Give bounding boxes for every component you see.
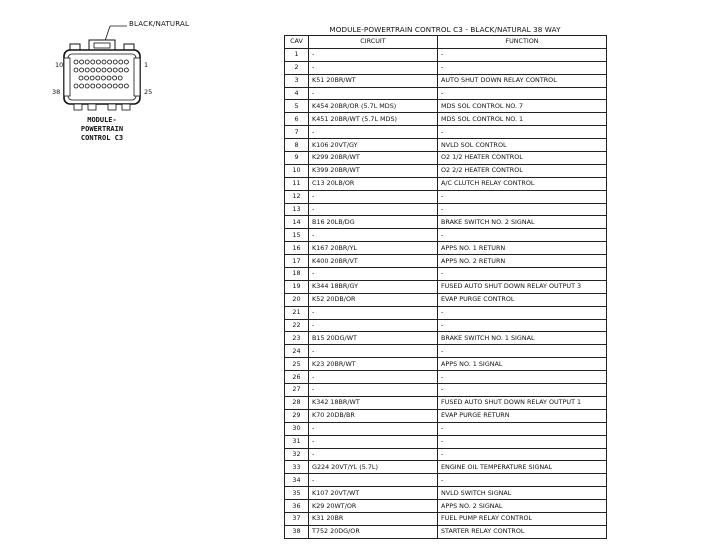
function-cell: FUSED AUTO SHUT DOWN RELAY OUTPUT 1: [438, 396, 607, 409]
table-row: [285, 293, 607, 306]
circuit-cell: -: [309, 319, 438, 332]
connector-diagram: [0, 0, 200, 160]
table-row: [285, 422, 607, 435]
table-row: [285, 474, 607, 487]
connector-pin: [102, 84, 106, 88]
table-row: [285, 100, 607, 113]
table-row: [285, 126, 607, 139]
function-cell: -: [438, 229, 607, 242]
connector-pin: [74, 68, 78, 72]
function-cell: FUSED AUTO SHUT DOWN RELAY OUTPUT 3: [438, 280, 607, 293]
circuit-cell: B15 20DG/WT: [309, 332, 438, 345]
function-cell: APPS NO. 2 SIGNAL: [438, 500, 607, 513]
cav-cell: 17: [285, 255, 309, 268]
connector-pin: [80, 60, 84, 64]
connector-pin: [119, 60, 123, 64]
circuit-cell: K52 20DB/OR: [309, 293, 438, 306]
cav-cell: 26: [285, 371, 309, 384]
table-row: [285, 319, 607, 332]
circuit-cell: K23 20BR/WT: [309, 358, 438, 371]
function-cell: -: [438, 384, 607, 397]
connector-pin: [124, 84, 128, 88]
circuit-cell: -: [309, 371, 438, 384]
connector-pin: [124, 60, 128, 64]
circuit-cell: -: [309, 126, 438, 139]
function-cell: AUTO SHUT DOWN RELAY CONTROL: [438, 74, 607, 87]
circuit-cell: -: [309, 203, 438, 216]
table-row: [285, 280, 607, 293]
header-cav: CAV: [285, 36, 309, 49]
circuit-cell: -: [309, 190, 438, 203]
cav-cell: 33: [285, 461, 309, 474]
function-cell: -: [438, 319, 607, 332]
circuit-cell: K70 20DB/BR: [309, 409, 438, 422]
function-cell: -: [438, 203, 607, 216]
connector-pin: [108, 84, 112, 88]
function-cell: EVAP PURGE RETURN: [438, 409, 607, 422]
table-row: [285, 216, 607, 229]
table-row: [285, 525, 607, 538]
connector-pin: [102, 68, 106, 72]
cav-cell: 28: [285, 396, 309, 409]
function-cell: -: [438, 268, 607, 281]
table-row: [285, 306, 607, 319]
connector-pin: [91, 84, 95, 88]
table-row: [285, 371, 607, 384]
connector-pin: [102, 60, 106, 64]
cav-cell: 20: [285, 293, 309, 306]
connector-pin: [113, 68, 117, 72]
cav-cell: 12: [285, 190, 309, 203]
connector-pin: [124, 68, 128, 72]
cav-cell: 34: [285, 474, 309, 487]
connector-pin: [80, 84, 84, 88]
function-cell: -: [438, 190, 607, 203]
circuit-cell: K454 20BR/OR (5.7L MDS): [309, 100, 438, 113]
pin-label-right-top: 1: [144, 61, 149, 69]
circuit-cell: -: [309, 422, 438, 435]
function-cell: MDS SOL CONTROL NO. 1: [438, 113, 607, 126]
connector-pin: [113, 60, 117, 64]
cav-cell: 19: [285, 280, 309, 293]
circuit-cell: K400 20BR/VT: [309, 255, 438, 268]
table-row: [285, 61, 607, 74]
function-cell: ENGINE OIL TEMPERATURE SIGNAL: [438, 461, 607, 474]
connector-pin: [113, 84, 117, 88]
cav-cell: 31: [285, 435, 309, 448]
table-row: [285, 332, 607, 345]
cav-cell: 29: [285, 409, 309, 422]
connector-color-label: BLACK/NATURAL: [129, 20, 190, 28]
connector-pin: [90, 76, 94, 80]
table-row: [285, 203, 607, 216]
function-cell: -: [438, 306, 607, 319]
circuit-cell: K51 20BR/WT: [309, 74, 438, 87]
pin-label-left-top: 10: [55, 61, 64, 69]
cav-cell: 23: [285, 332, 309, 345]
pinout-table: [284, 35, 607, 539]
function-cell: NVLD SWITCH SIGNAL: [438, 487, 607, 500]
table-row: [285, 396, 607, 409]
table-row: [285, 500, 607, 513]
function-cell: A/C CLUTCH RELAY CONTROL: [438, 177, 607, 190]
table-row: [285, 139, 607, 152]
circuit-cell: -: [309, 448, 438, 461]
connector-pin: [119, 68, 123, 72]
cav-cell: 16: [285, 242, 309, 255]
cav-cell: 30: [285, 422, 309, 435]
function-cell: -: [438, 371, 607, 384]
connector-pin: [85, 84, 89, 88]
connector-pin: [108, 60, 112, 64]
table-row: [285, 113, 607, 126]
cav-cell: 36: [285, 500, 309, 513]
table-row: [285, 358, 607, 371]
function-cell: -: [438, 448, 607, 461]
header-function: FUNCTION: [438, 36, 607, 49]
connector-pin: [96, 84, 100, 88]
circuit-cell: -: [309, 306, 438, 319]
function-cell: -: [438, 87, 607, 100]
circuit-cell: -: [309, 268, 438, 281]
connector-pin: [119, 84, 123, 88]
cav-cell: 37: [285, 512, 309, 525]
connector-pin: [85, 68, 89, 72]
circuit-cell: K342 18BR/WT: [309, 396, 438, 409]
function-cell: -: [438, 126, 607, 139]
circuit-cell: K107 20VT/WT: [309, 487, 438, 500]
function-cell: BRAKE SWITCH NO. 1 SIGNAL: [438, 332, 607, 345]
cav-cell: 5: [285, 100, 309, 113]
cav-cell: 25: [285, 358, 309, 371]
connector-name: [62, 116, 142, 143]
connector-pin: [74, 60, 78, 64]
circuit-cell: -: [309, 345, 438, 358]
connector-name-line-2: POWERTRAIN: [80, 125, 124, 133]
connector-pin: [91, 68, 95, 72]
table-title: MODULE-POWERTRAIN CONTROL C3 - BLACK/NATURAL 38 WAY: [329, 25, 561, 34]
function-cell: -: [438, 48, 607, 61]
cav-cell: 14: [285, 216, 309, 229]
cav-cell: 18: [285, 268, 309, 281]
connector-pin: [80, 68, 84, 72]
connector-pin: [85, 76, 89, 80]
function-cell: -: [438, 422, 607, 435]
table-row: [285, 74, 607, 87]
table-header-row: [285, 36, 607, 49]
function-cell: -: [438, 345, 607, 358]
header-circuit: CIRCUIT: [309, 36, 438, 49]
table-row: [285, 512, 607, 525]
function-cell: O2 2/2 HEATER CONTROL: [438, 164, 607, 177]
function-cell: -: [438, 435, 607, 448]
circuit-cell: -: [309, 61, 438, 74]
connector-pin: [108, 68, 112, 72]
cav-cell: 27: [285, 384, 309, 397]
cav-cell: 4: [285, 87, 309, 100]
table-row: [285, 190, 607, 203]
circuit-cell: C13 20LB/OR: [309, 177, 438, 190]
table-row: [285, 177, 607, 190]
function-cell: APPS NO. 1 RETURN: [438, 242, 607, 255]
cav-cell: 22: [285, 319, 309, 332]
cav-cell: 9: [285, 152, 309, 165]
cav-cell: 13: [285, 203, 309, 216]
circuit-cell: G224 20VT/YL (5.7L): [309, 461, 438, 474]
cav-cell: 10: [285, 164, 309, 177]
circuit-cell: K167 20BR/YL: [309, 242, 438, 255]
function-cell: APPS NO. 1 SIGNAL: [438, 358, 607, 371]
pin-label-left-bottom: 38: [52, 88, 61, 96]
circuit-cell: K299 20BR/WT: [309, 152, 438, 165]
circuit-cell: -: [309, 48, 438, 61]
table-row: [285, 487, 607, 500]
pin-label-right-bottom: 25: [144, 88, 153, 96]
table-row: [285, 461, 607, 474]
function-cell: NVLD SOL CONTROL: [438, 139, 607, 152]
circuit-cell: K31 20BR: [309, 512, 438, 525]
circuit-cell: -: [309, 474, 438, 487]
connector-pin: [107, 76, 111, 80]
circuit-cell: -: [309, 384, 438, 397]
connector-pin: [118, 76, 122, 80]
connector-pin: [96, 76, 100, 80]
table-row: [285, 164, 607, 177]
cav-cell: 6: [285, 113, 309, 126]
cav-cell: 15: [285, 229, 309, 242]
table-row: [285, 409, 607, 422]
connector-pin: [74, 84, 78, 88]
table-row: [285, 48, 607, 61]
cav-cell: 24: [285, 345, 309, 358]
circuit-cell: K451 20BR/WT (5.7L MDS): [309, 113, 438, 126]
connector-pin: [91, 60, 95, 64]
connector-pin: [96, 68, 100, 72]
table-row: [285, 87, 607, 100]
function-cell: EVAP PURGE CONTROL: [438, 293, 607, 306]
cav-cell: 8: [285, 139, 309, 152]
cav-cell: 32: [285, 448, 309, 461]
cav-cell: 2: [285, 61, 309, 74]
table-row: [285, 384, 607, 397]
cav-cell: 21: [285, 306, 309, 319]
table-row: [285, 229, 607, 242]
cav-cell: 7: [285, 126, 309, 139]
connector-pin: [85, 60, 89, 64]
cav-cell: 38: [285, 525, 309, 538]
circuit-cell: K344 18BR/GY: [309, 280, 438, 293]
table-row: [285, 345, 607, 358]
function-cell: O2 1/2 HEATER CONTROL: [438, 152, 607, 165]
function-cell: STARTER RELAY CONTROL: [438, 525, 607, 538]
circuit-cell: T752 20DG/OR: [309, 525, 438, 538]
connector-name-line-1: MODULE-: [87, 116, 117, 124]
function-cell: FUEL PUMP RELAY CONTROL: [438, 512, 607, 525]
circuit-cell: -: [309, 229, 438, 242]
function-cell: -: [438, 474, 607, 487]
table-row: [285, 435, 607, 448]
table-row: [285, 152, 607, 165]
table-row: [285, 255, 607, 268]
connector-pin: [101, 76, 105, 80]
function-cell: MDS SOL CONTROL NO. 7: [438, 100, 607, 113]
cav-cell: 35: [285, 487, 309, 500]
connector-pin: [79, 76, 83, 80]
table-row: [285, 268, 607, 281]
circuit-cell: K399 20BR/WT: [309, 164, 438, 177]
function-cell: BRAKE SWITCH NO. 2 SIGNAL: [438, 216, 607, 229]
circuit-cell: -: [309, 87, 438, 100]
function-cell: APPS NO. 2 RETURN: [438, 255, 607, 268]
cav-cell: 11: [285, 177, 309, 190]
circuit-cell: K29 20WT/OR: [309, 500, 438, 513]
table-row: [285, 448, 607, 461]
circuit-cell: B16 20LB/DG: [309, 216, 438, 229]
connector-name-line-3: CONTROL C3: [80, 134, 124, 142]
connector-pin: [96, 60, 100, 64]
cav-cell: 3: [285, 74, 309, 87]
table-row: [285, 242, 607, 255]
circuit-cell: K106 20VT/GY: [309, 139, 438, 152]
cav-cell: 1: [285, 48, 309, 61]
connector-pin: [113, 76, 117, 80]
function-cell: -: [438, 61, 607, 74]
circuit-cell: -: [309, 435, 438, 448]
